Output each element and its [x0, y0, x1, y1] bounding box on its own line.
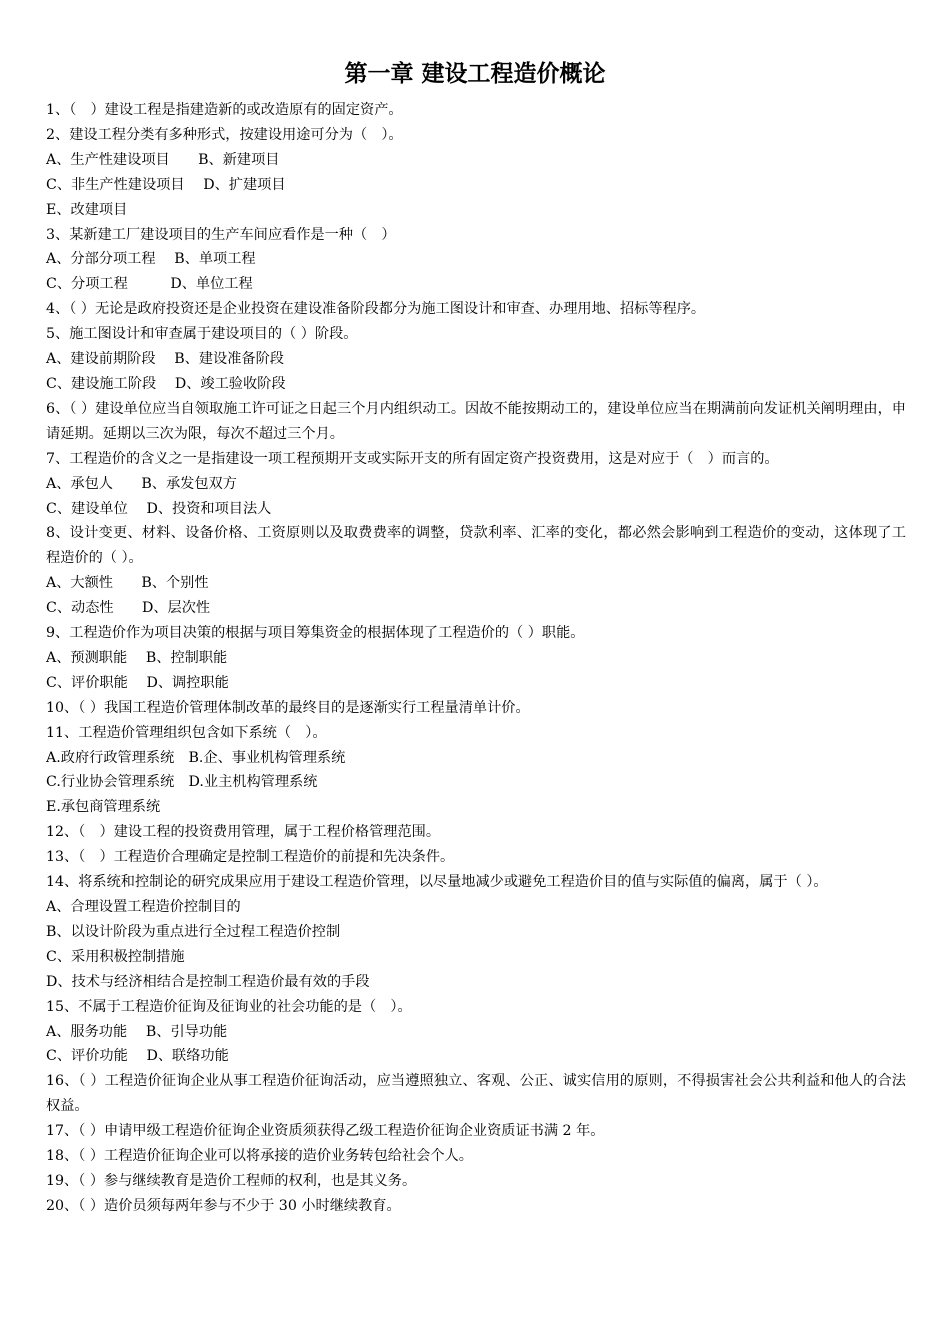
option-line: B、以设计阶段为重点进行全过程工程造价控制 — [46, 923, 341, 940]
question-line: 13、（ ）工程造价合理确定是控制工程造价的前提和先决条件。 — [46, 849, 455, 866]
question-paragraph: 8、设计变更、材料、设备价格、工资原则以及取费费率的调整，贷款利率、汇率的变化，都必然会影响到工程造价的变动，这体现了工程造价的（ ）。 — [46, 525, 906, 567]
option-line: E.承包商管理系统 — [46, 799, 161, 816]
option-line: A、合理设置工程造价控制目的 — [46, 899, 241, 915]
question-paragraph: 16、（ ）工程造价征询企业从事工程造价征询活动，应当遵照独立、客观、公正、诚实信用的原则，不得损害社会公共利益和他人的合法权益。 — [46, 1073, 906, 1115]
option-line: A、分部分项工程 B、单项工程 — [46, 251, 256, 268]
option-line: A、服务功能 B、引导功能 — [46, 1023, 228, 1040]
option-line: C、采用积极控制措施 — [46, 948, 185, 965]
chapter-title: 第一章 建设工程造价概论 — [344, 61, 606, 87]
option-line: C、动态性 D、层次性 — [46, 600, 211, 617]
option-line: D、技术与经济相结合是控制工程造价最有效的手段 — [46, 973, 370, 990]
question-paragraph: 6、（ ）建设单位应当自领取施工许可证之日起三个月内组织动工。因故不能按期动工的，建设单位应当在期满前向发证机关阐明理由，申请延期。延期以三次为限，每次不超过三个月。 — [46, 400, 906, 442]
question-paragraph: 14、将系统和控制论的研究成果应用于建设工程造价管理，以尽量地减少或避免工程造价目的值与实际值的偏离，属于（ ）。 — [46, 874, 828, 891]
option-line: C、评价功能 D、联络功能 — [46, 1048, 229, 1065]
question-line: 18、（ ）工程造价征询企业可以将承接的造价业务转包给社会个人。 — [46, 1148, 473, 1165]
question-line: 10、（ ）我国工程造价管理体制改革的最终目的是逐渐实行工程量清单计价。 — [46, 699, 530, 716]
option-line: C、建设单位 D、投资和项目法人 — [46, 500, 272, 517]
question-line: 3、某新建工厂建设项目的生产车间应看作是一种（ ） — [46, 226, 396, 243]
question-line: 20、（ ）造价员须每两年参与不少于 30 小时继续教育。 — [46, 1197, 401, 1214]
option-line: A、大额性 B、个别性 — [46, 575, 209, 592]
option-line: A、承包人 B、承发包双方 — [46, 475, 237, 492]
option-line: C、非生产性建设项目 D、扩建项目 — [46, 176, 286, 193]
question-line: 19、（ ）参与继续教育是造价工程师的权利，也是其义务。 — [46, 1172, 417, 1189]
option-line: E、改建项目 — [46, 201, 128, 218]
option-line: C、建设施工阶段 D、竣工验收阶段 — [46, 375, 286, 392]
option-line: C、评价职能 D、调控职能 — [46, 674, 229, 691]
option-line: A.政府行政管理系统 B.企、事业机构管理系统 — [46, 749, 346, 766]
question-list — [46, 98, 906, 1219]
question-line: 7、工程造价的含义之一是指建设一项工程预期开支或实际开支的所有固定资产投资费用，这是对应于（ ）而言的。 — [46, 450, 779, 467]
question-line: 1、（ ）建设工程是指建造新的或改造原有的固定资产。 — [46, 102, 403, 118]
question-line: 2、建设工程分类有多种形式，按建设用途可分为（ ）。 — [46, 126, 403, 143]
option-line: A、生产性建设项目 B、新建项目 — [46, 151, 280, 168]
option-line: C、分项工程 D、单位工程 — [46, 276, 253, 293]
question-line: 12、（ ）建设工程的投资费用管理，属于工程价格管理范围。 — [46, 824, 441, 841]
question-line: 17、（ ）申请甲级工程造价征询企业资质须获得乙级工程造价征询企业资质证书满 2 年。 — [46, 1123, 605, 1140]
question-line: 5、施工图设计和审查属于建设项目的（ ）阶段。 — [46, 326, 358, 343]
option-line: A、预测职能 B、控制职能 — [46, 649, 228, 666]
question-line: 15、不属于工程造价征询及征询业的社会功能的是（ ）。 — [46, 998, 412, 1015]
question-line: 11、工程造价管理组织包含如下系统（ ）。 — [46, 724, 327, 741]
question-line: 4、（ ）无论是政府投资还是企业投资在建设准备阶段都分为施工图设计和审查、办理用地、招标等程序。 — [46, 301, 706, 318]
question-line: 9、工程造价作为项目决策的根据与项目筹集资金的根据体现了工程造价的（ ）职能。 — [46, 625, 585, 642]
option-line: A、建设前期阶段 B、建设准备阶段 — [46, 351, 284, 368]
option-line: C.行业协会管理系统 D.业主机构管理系统 — [46, 774, 318, 791]
